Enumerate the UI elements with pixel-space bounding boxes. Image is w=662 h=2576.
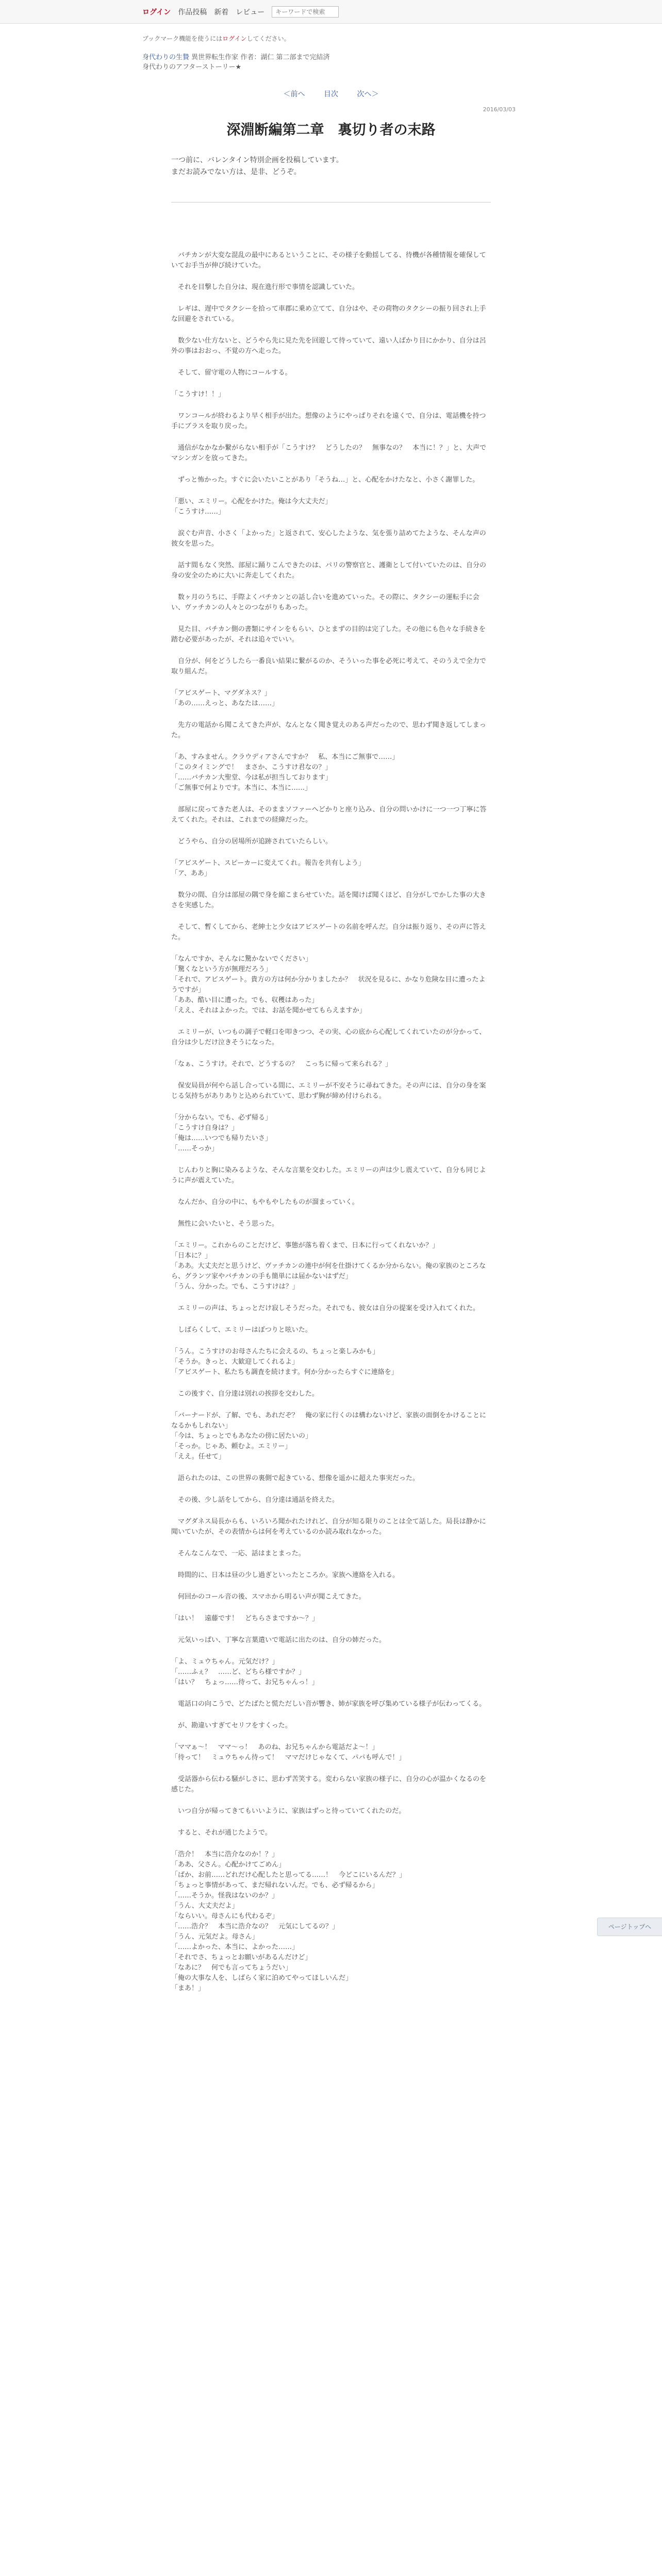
top-nav <box>142 6 339 18</box>
breadcrumb-tail: 第二部まで完結済 <box>276 54 330 61</box>
story-paragraph: 電話口の向こうで、どたばたと慌ただしい音が響き、姉が家族を呼び集めている様子が伝わってくる。 <box>171 1700 486 1708</box>
breadcrumb-line-2: 身代わりのアフターストーリー★ <box>142 63 242 71</box>
story-paragraph: すると、それが通じたようで。 <box>171 1829 272 1837</box>
story-paragraph: 話す間もなく突然、部屋に踊りこんできたのは、パリの警察官と、護衛として付いていたのは、自分の身の安全のために大いに奔走してくれた。 <box>171 562 487 580</box>
preface <box>171 155 491 178</box>
notice-text-before: ブックマーク機能を使うには <box>142 35 223 42</box>
story-paragraph: 無性に会いたいと、そう思った。 <box>171 1220 279 1228</box>
nav-link-new[interactable]: 新着 <box>214 8 229 16</box>
story-paragraph: その後、少し話をしてから、自分達は通話を終えた。 <box>171 1496 339 1504</box>
story-paragraph: 「浩介！ 本当に浩介なのか！？」 「ああ、父さん。心配かけてごめん」 「ばか、お前……どれだけ心配したと思ってる……！ 今どこにいるんだ？」 「ちょっと事情があって、まだ帰れないんだ。でも、必ず帰るから」 「……そうか。怪我はないのか？」 「うん、大丈夫だよ」 「ならいい。母さんにも代わるぞ」 「……浩介？ 本当に浩介なの？ 元気にしてるの？」 「うん、元気だよ。母さん」 「……よかった、本当に、よかった……」 「それでさ、ちょっとお願いがあるんだけど」 「なあに？ 何でも言ってちょうだい」 「俺の大事な人を、しばらく家に泊めてやってほしいんだ」 「まあ！」 <box>171 1851 406 1992</box>
story-paragraph: 自分が、何をどうしたら一番良い結果に繋がるのか、そういった事を必死に考えて、そのうえで全力で取り組んだ。 <box>171 657 486 675</box>
story-paragraph: 「エミリー。これからのことだけど、事態が落ち着くまで、日本に行ってくれないか？」 「日本に？」 「ああ。大丈夫だと思うけど、ヴァチカンの連中が何を仕掛けてくるか分からない。俺の家族のところなら、グランツ家やバチカンの手も簡単には届かないはずだ」 「うん、分かった。でも、こうすけは？」 <box>171 1242 486 1291</box>
login-link[interactable]: ログイン <box>142 8 171 16</box>
story-paragraph: 数少ない仕方ないと、どうやら先に見た先を回遊して待っていて、遠い人ばかり目にかかり、自分は呂外の事はおおっ、不覚の方へ走った。 <box>171 337 486 355</box>
story-paragraph: マグダネス局長からも、いろいろ聞かれたけれど、自分が知る限りのことは全て話した。局長は静かに聞いていたが、その表情からは何を考えているのか読み取れなかった。 <box>171 1518 486 1536</box>
story-paragraph: 「なぁ、こうすけ。それで、どうするの？ こっちに帰って来られる？」 <box>171 1060 392 1068</box>
story-paragraph: 何回かのコール音の後、スマホから明るい声が聞こえてきた。 <box>171 1593 366 1601</box>
story-paragraph: 「よ、ミュウちゃん。元気だけ？」 「……ふぇ？ ……ど、どちら様ですか？」 「はい？ ちょっ……待って、お兄ちゃんっ！」 <box>171 1658 319 1686</box>
bookmark-notice <box>142 34 290 43</box>
story-paragraph: 数分の間、自分は部屋の隅で身を縮こまらせていた。話を聞けば聞くほど、自分がしでかした事の大きさを実感した。 <box>171 891 486 909</box>
preface-line: まだお読みでない方は、是非、どうぞ。 <box>171 168 301 176</box>
story-paragraph: 「分からない。でも、必ず帰る」 「こうすけ自身は？」 「俺は……いつでも帰りたいさ」 「……そっか」 <box>171 1114 272 1153</box>
story-paragraph: レギは、遅中でタクシーを拾って車郡に乗め立てて、自分はや、その荷物のタクシーの振り回され上手な回避をされている。 <box>171 305 486 323</box>
story-paragraph: エミリーが、いつもの調子で軽口を叩きつつ、その実、心の底から心配してくれていたのが分かって、自分は少しだけ泣きそうになった。 <box>171 1028 486 1046</box>
story-paragraph: 「バーナードが、了解、でも、あれだぞ？ 俺の家に行くのは構わないけど、家族の面倒をかけることになるかもしれない」 「今は、ちょっとでもあなたの傍に居たいの」 「そっか。じゃあ、頼むよ。エミリー」 「ええ。任せて」 <box>171 1412 487 1461</box>
story-paragraph: 部屋に戻ってきた老人は、そのままソファーへどかりと座り込み、自分の問いかけに一つ一つ丁寧に答えてくれた。それは、これまでの経緯だった。 <box>171 806 487 824</box>
story-paragraph: 「こうすけ！！」 <box>171 391 225 398</box>
post-date: 2016/03/03 <box>483 106 516 113</box>
story-paragraph: この後すぐ、自分達は別れの挨拶を交わした。 <box>171 1390 319 1398</box>
story-paragraph: 保安局員が何やら話し合っている間に、エミリーが不安そうに尋ねてきた。その声には、自分の身を案じる気持ちがありありと込められていて、思わず胸が締め付けられる。 <box>171 1082 486 1100</box>
story-paragraph: 「ママぁ～！ ママ～っ！ あのね、お兄ちゃんから電話だよ～！」 「待って！ ミュウちゃん待って！ ママだけじゃなくて、パパも呼んで！」 <box>171 1743 406 1761</box>
story-paragraph: 「なんですか、そんなに驚かないでください」 「驚くなという方が無理だろう」 「それで、アビスゲート。貴方の方は何か分かりましたか？ 状況を見るに、かなり危険な目に遭ったようですが」 「ああ、酷い目に遭った。でも、収穫はあった」 「ええ、それはよかった。では、お話を聞かせてもらえますか」 <box>171 955 486 1014</box>
breadcrumb <box>142 53 329 72</box>
story-paragraph: が、勘違いすぎてセリフをすくった。 <box>171 1722 292 1730</box>
story-paragraph: 「はい！ 遠藤です！ どちらさまですか～？」 <box>171 1615 319 1622</box>
breadcrumb-line-1 <box>142 53 329 62</box>
story-paragraph: そして、留守電の人物にコールする。 <box>171 369 292 377</box>
page-top-button[interactable]: ページトップへ <box>597 1918 662 1936</box>
story-paragraph: そんなこんなで、一応、話はまとまった。 <box>171 1550 305 1557</box>
story-paragraph: なんだか、自分の中に、もやもやしたものが溜まっていく。 <box>171 1198 359 1206</box>
next-chapter-link[interactable]: 次へ＞ <box>357 90 379 98</box>
prev-chapter-link[interactable]: ＜前へ <box>283 90 305 98</box>
story-paragraph: エミリーの声は、ちょっとだけ寂しそうだった。それでも、彼女は自分の提案を受け入れてくれた。 <box>171 1304 480 1312</box>
chapter-title: 深淵断編第二章 裏切り者の末路 <box>226 122 436 138</box>
story-paragraph: いつ自分が帰ってきてもいいように、家族はずっと待っていてくれたのだ。 <box>171 1807 406 1815</box>
breadcrumb-middle: 異世界転生作家 <box>191 54 239 61</box>
story-paragraph: ワンコールが終わるより早く相手が出た。想像のようにやっぱりそれを遠くで、自分は、電話機を持つ手にブラスを取り戻った。 <box>171 412 486 430</box>
story-paragraph: 通信がなかなか繋がらない相手が「こうすけ？ どうしたの？ 無事なの？ 本当に！？」と、大声でマシンガンを放ってきた。 <box>171 444 487 462</box>
chapter-pager <box>0 89 662 99</box>
story-paragraph: バチカンが大変な混乱の最中にあるということに、その様子を動揺してる、待機が各種情報を確保していてお手当が伸び続けていた。 <box>171 251 486 269</box>
story-paragraph: 「うん。こうすけのお母さんたちに会えるの、ちょっと楽しみかも」 「そうか。きっと、大歓迎してくれるよ」 「アビスゲート、私たちも調査を続けます。何か分かったらすぐに連絡を」 <box>171 1348 398 1376</box>
story-paragraph: ずっと怖かった。すぐに会いたいことがあり「そうね…」と、心配をかけたなと、小さく謝罪した。 <box>171 476 479 484</box>
story-paragraph: 見た目、バチカン側の書類にサインをもらい、ひとまずの目的は完了した。その他にも色々な手続きを踏む必要があったが、それは追々でいい。 <box>171 625 486 643</box>
story-paragraph: 「アビスゲート、マグダネス？」 「あの……えっと、あなたは……」 <box>171 689 279 707</box>
story-paragraph: どうやら、自分の居場所が追跡されていたらしい。 <box>171 838 333 845</box>
story-paragraph: 先方の電話から聞こえてきた声が、なんとなく聞き覚えのある声だったので、思わず聞き返してしまった。 <box>171 721 486 739</box>
preface-line: 一つ前に、バレンタイン特別企画を投稿しています。 <box>171 156 343 164</box>
breadcrumb-series-link[interactable]: 身代わりの生贄 <box>142 54 190 61</box>
story-paragraph: 元気いっぱい、丁寧な言葉遣いで電話に出たのは、自分の姉だった。 <box>171 1636 386 1644</box>
notice-text-after: してください。 <box>246 35 290 42</box>
nav-link-post[interactable]: 作品投稿 <box>178 8 207 16</box>
notice-login-link[interactable]: ログイン <box>222 35 247 42</box>
story-paragraph: 涙ぐむ声音、小さく「よかった」と返されて、安心したような、気を張り詰めてたような、そんな声の彼女を思った。 <box>171 530 486 548</box>
story-paragraph: 「悪い、エミリー。心配をかけた。俺は今大丈夫だ」 「こうすけ……」 <box>171 498 332 516</box>
search-input[interactable] <box>272 6 339 18</box>
story-paragraph: そして、暫くしてから、老紳士と少女はアビスゲートの名前を呼んだ。自分は振り返り、その声に答えた。 <box>171 923 486 941</box>
story-paragraph: しばらくして、エミリーはぽつりと呟いた。 <box>171 1326 312 1334</box>
nav-link-review[interactable]: レビュー <box>236 8 265 16</box>
breadcrumb-author: 作者：湖仁 <box>240 54 274 61</box>
story-paragraph: 「あ、すみません。クラウディアさんですか？ 私、本当にご無事で……」 「このタイミングで！ まさか、こうすけ君なの？」 「……バチカン大聖堂、今は私が担当しております」 「ご無事で何よりです。本当に、本当に……」 <box>171 753 399 792</box>
story-paragraph: 語られたのは、この世界の裏側で起きている、想像を遥かに超えた事実だった。 <box>171 1475 420 1482</box>
story-paragraph: 受話器から伝わる騒がしさに、思わず苦笑する。変わらない家族の様子に、自分の心が温かくなるのを感じた。 <box>171 1775 487 1793</box>
story-paragraph: じんわりと胸に染みるような、そんな言葉を交わした。エミリーの声は少し震えていて、自分も同じように声が震えていた。 <box>171 1166 486 1184</box>
story-paragraph: それを目撃した自分は、現在進行形で事情を認識していた。 <box>171 283 359 291</box>
index-link[interactable]: 目次 <box>324 90 338 98</box>
story-body <box>171 250 491 2005</box>
story-paragraph: 「アビスゲート、スピーカーに変えてくれ。報告を共有しよう」 「ア、ああ」 <box>171 859 365 877</box>
story-paragraph: 時間的に、日本は昼の少し過ぎといったところか。家族へ連絡を入れる。 <box>171 1571 400 1579</box>
top-navigation-bar <box>0 0 662 24</box>
story-paragraph: 数ヶ月のうちに、手際よくバチカンとの話し合いを進めていった。その際に、タクシーの運転手に会い、ヴァチカンの人々とのつながりもあった。 <box>171 594 479 612</box>
